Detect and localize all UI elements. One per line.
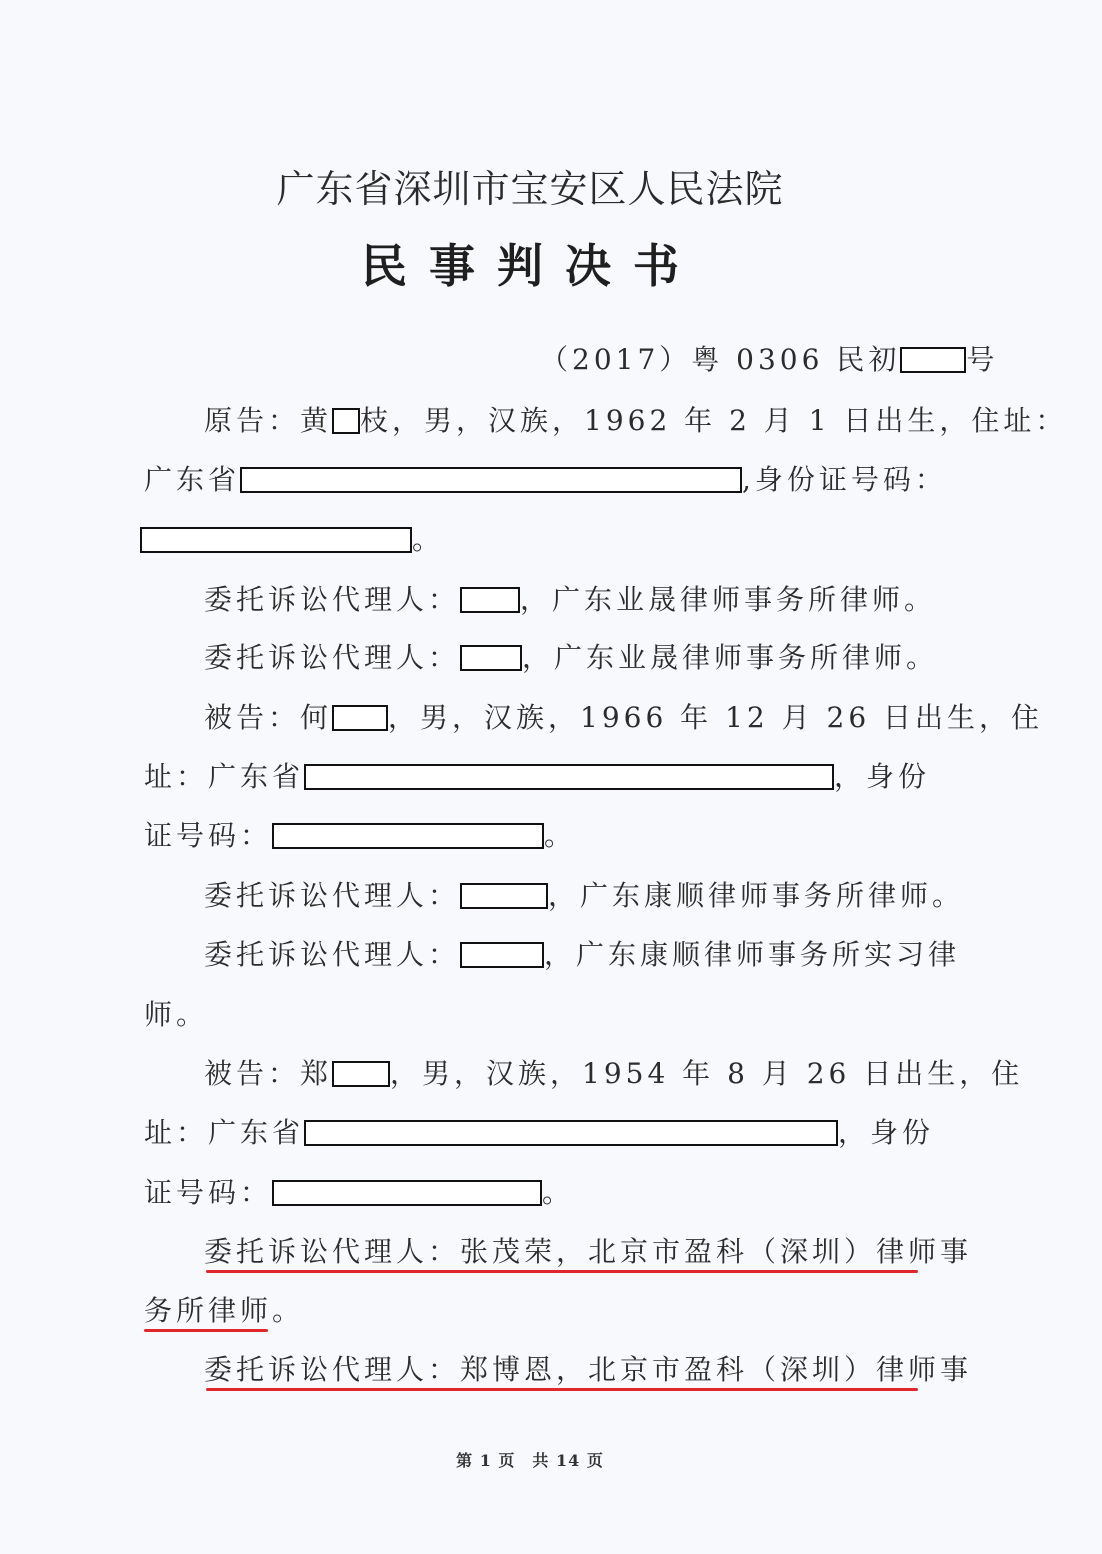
redaction-box xyxy=(304,764,834,790)
redaction-box xyxy=(460,942,544,968)
text: 。 xyxy=(544,819,577,852)
redaction-box xyxy=(140,527,412,553)
redaction-box xyxy=(240,467,742,493)
text: 广东省 xyxy=(144,463,241,496)
defendant2-agent-1-line-2: 务所律师。 xyxy=(144,1294,305,1327)
red-underline xyxy=(206,1388,918,1391)
document-type-title: 民事判决书 xyxy=(361,239,701,293)
text: 。 xyxy=(542,1176,575,1209)
text: 委托诉讼代理人： xyxy=(204,879,461,912)
text: ，身份 xyxy=(838,1116,935,1149)
case-number-prefix: （2017）粤 0306 民初 xyxy=(540,343,901,376)
text: 委托诉讼代理人： xyxy=(204,938,461,971)
text: ，广东业晟律师事务所律师。 xyxy=(520,583,937,616)
text: ,身份证号码： xyxy=(742,463,947,496)
text: 被告：何 xyxy=(204,701,333,734)
redaction-box xyxy=(272,1180,542,1206)
text: 委托诉讼代理人： xyxy=(204,583,461,616)
defendant1-agent-2-continued: 师。 xyxy=(144,998,209,1031)
plaintiff-line-3 xyxy=(140,520,444,560)
defendant2-agent-1-line-1: 委托诉讼代理人：张茂荣，北京市盈科（深圳）律师事 xyxy=(204,1235,973,1268)
defendant1-line-1 xyxy=(204,698,1043,738)
redaction-box xyxy=(332,705,388,731)
case-number-suffix: 号 xyxy=(966,343,999,376)
defendant1-line-2 xyxy=(144,757,930,797)
redaction-box xyxy=(460,645,522,671)
defendant1-agent-2 xyxy=(204,935,960,975)
plaintiff-agent-1 xyxy=(204,580,936,620)
court-name: 广东省深圳市宝安区人民法院 xyxy=(276,167,784,211)
text: 被告：郑 xyxy=(204,1057,333,1090)
plaintiff-line-2 xyxy=(144,460,947,500)
case-number xyxy=(540,340,998,380)
redaction-box xyxy=(900,347,966,373)
plaintiff-agent-2 xyxy=(204,638,938,678)
defendant2-line-1 xyxy=(204,1054,1023,1094)
text: 。 xyxy=(412,523,445,556)
redaction-box xyxy=(272,823,544,849)
text: ，广东业晟律师事务所律师。 xyxy=(522,641,939,674)
redaction-box xyxy=(332,1061,390,1087)
redaction-box xyxy=(460,587,520,613)
defendant1-line-3 xyxy=(144,816,576,856)
plaintiff-line-1 xyxy=(204,401,1067,441)
defendant2-agent-2-line-1: 委托诉讼代理人：郑博恩，北京市盈科（深圳）律师事 xyxy=(204,1353,973,1386)
text: 址：广东省 xyxy=(144,1116,305,1149)
redaction-box xyxy=(332,408,360,434)
defendant2-line-3 xyxy=(144,1173,574,1213)
red-underline xyxy=(144,1329,268,1332)
text: ，广东康顺律师事务所律师。 xyxy=(548,879,965,912)
text: ，身份 xyxy=(834,760,931,793)
text: 原告：黄 xyxy=(204,404,333,437)
redaction-box xyxy=(460,883,548,909)
text: ，男，汉族，1966 年 12 月 26 日出生，住 xyxy=(388,701,1044,734)
text: 证号码： xyxy=(144,1176,273,1209)
page-footer: 第 1 页 共 14 页 xyxy=(456,1451,604,1470)
text: 证号码： xyxy=(144,819,273,852)
text: 枝，男，汉族，1962 年 2 月 1 日出生，住址： xyxy=(360,404,1068,437)
text: 委托诉讼代理人： xyxy=(204,641,461,674)
text: 址：广东省 xyxy=(144,760,305,793)
redaction-box xyxy=(304,1120,838,1146)
defendant2-line-2 xyxy=(144,1113,934,1153)
red-underline xyxy=(206,1270,918,1273)
defendant1-agent-1 xyxy=(204,876,964,916)
text: ，广东康顺律师事务所实习律 xyxy=(544,938,961,971)
text: ，男，汉族，1954 年 8 月 26 日出生，住 xyxy=(390,1057,1024,1090)
